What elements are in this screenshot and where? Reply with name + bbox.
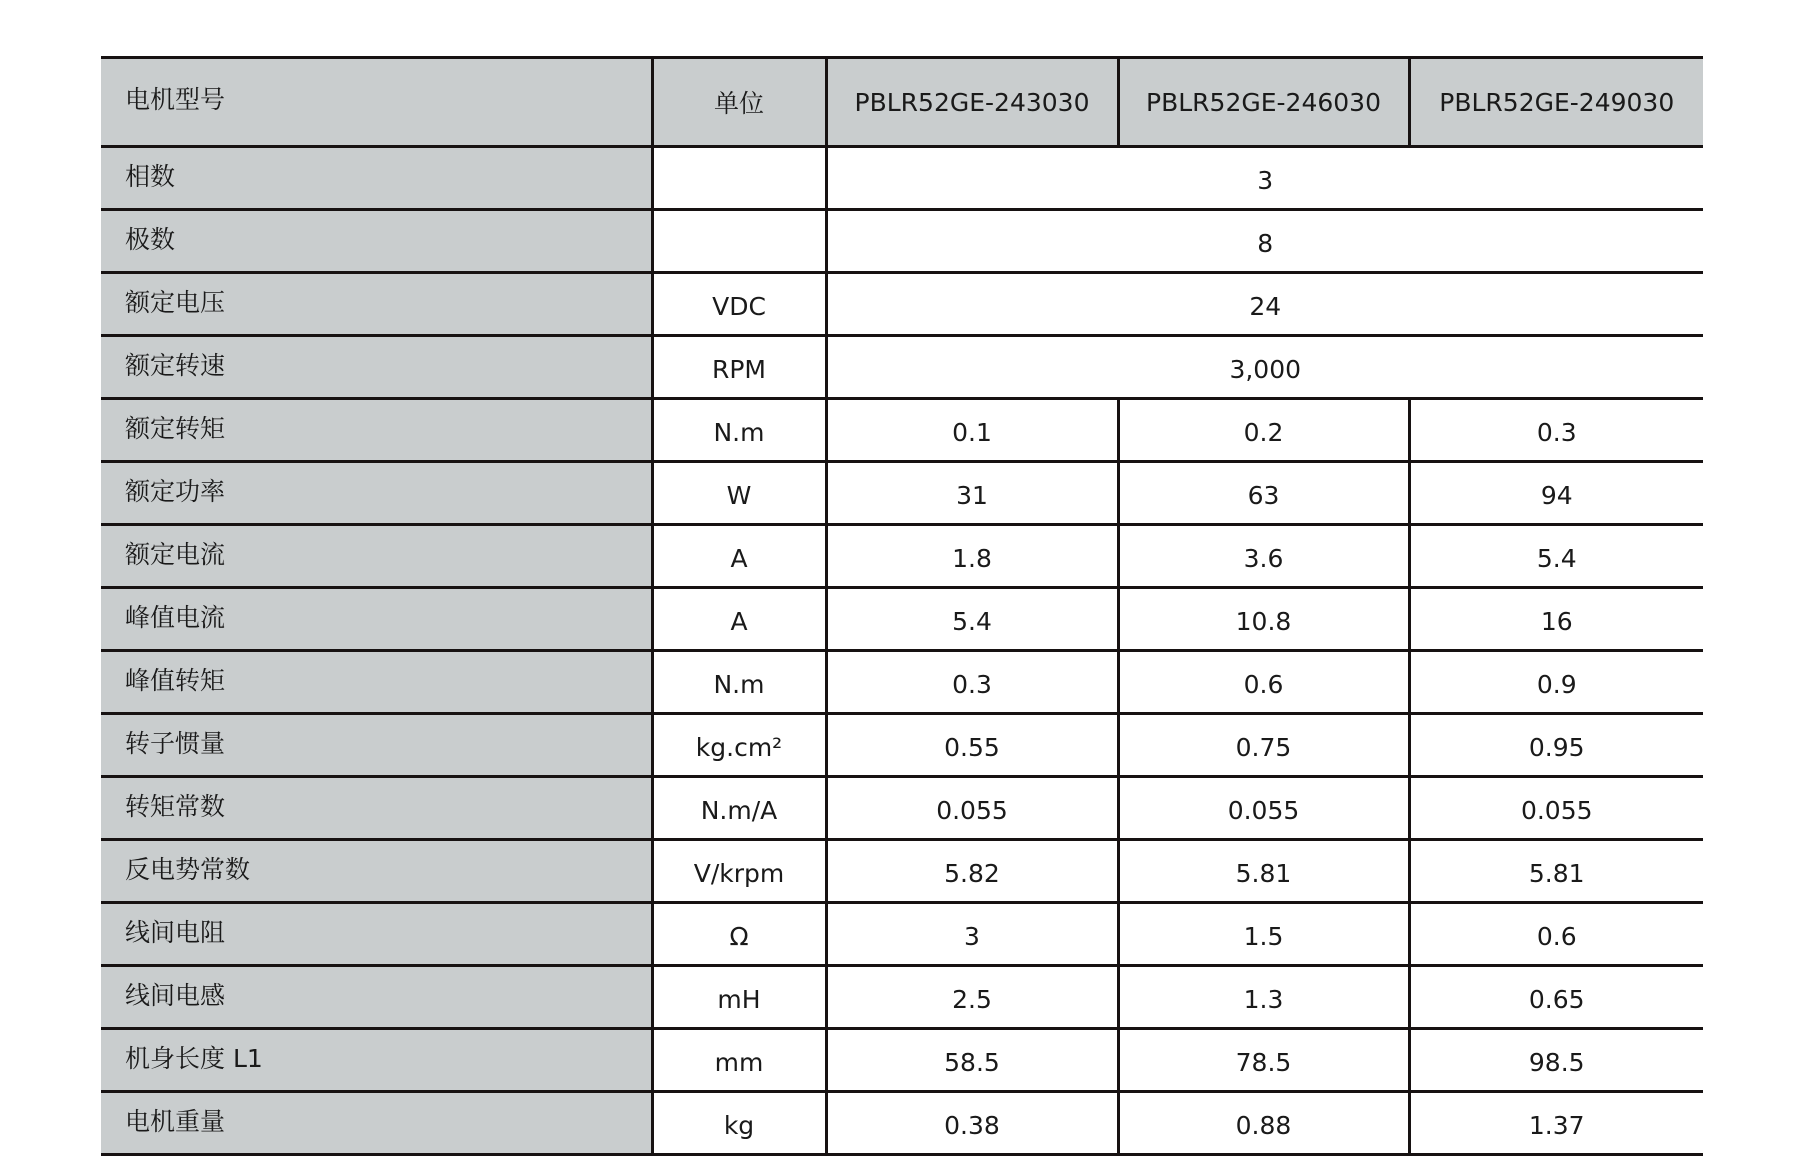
table-row-line-inductance [101, 966, 1703, 1029]
row-value-model-2: 0.6 [1118, 651, 1409, 714]
table-row-motor-weight [101, 1092, 1703, 1155]
row-value-model-3: 0.055 [1409, 777, 1703, 840]
row-label: 机身长度 L1 [101, 1029, 652, 1092]
table-row-rated-current [101, 525, 1703, 588]
row-value-model-1: 0.55 [826, 714, 1118, 777]
row-value-model-1: 5.82 [826, 840, 1118, 903]
row-unit: kg [652, 1092, 826, 1155]
table-row-poles [101, 210, 1703, 273]
row-unit: W [652, 462, 826, 525]
row-value-model-1: 0.1 [826, 399, 1118, 462]
row-label: 电机重量 [101, 1092, 652, 1155]
row-value-model-3: 1.37 [1409, 1092, 1703, 1155]
row-label: 额定电流 [101, 525, 652, 588]
row-unit: kg.cm² [652, 714, 826, 777]
row-label: 额定转矩 [101, 399, 652, 462]
header-row [101, 58, 1703, 147]
row-value-model-3: 0.6 [1409, 903, 1703, 966]
row-value-model-1: 2.5 [826, 966, 1118, 1029]
row-label: 峰值转矩 [101, 651, 652, 714]
row-unit: mH [652, 966, 826, 1029]
row-value-model-1: 31 [826, 462, 1118, 525]
row-unit: N.m [652, 399, 826, 462]
row-value-model-2: 63 [1118, 462, 1409, 525]
row-label: 线间电阻 [101, 903, 652, 966]
row-unit: VDC [652, 273, 826, 336]
row-value-model-2: 0.75 [1118, 714, 1409, 777]
row-value-model-3: 5.81 [1409, 840, 1703, 903]
row-value-merged: 3 [826, 147, 1703, 210]
row-value-model-1: 3 [826, 903, 1118, 966]
row-unit [652, 210, 826, 273]
row-unit: N.m [652, 651, 826, 714]
motor-spec-table [101, 56, 1703, 1156]
row-label: 额定转速 [101, 336, 652, 399]
row-unit: A [652, 588, 826, 651]
row-value-merged: 8 [826, 210, 1703, 273]
table-row-line-resistance [101, 903, 1703, 966]
row-value-model-3: 0.9 [1409, 651, 1703, 714]
row-label: 额定功率 [101, 462, 652, 525]
row-value-model-2: 78.5 [1118, 1029, 1409, 1092]
row-value-model-2: 5.81 [1118, 840, 1409, 903]
row-value-model-3: 94 [1409, 462, 1703, 525]
row-unit: RPM [652, 336, 826, 399]
row-value-model-3: 5.4 [1409, 525, 1703, 588]
row-label: 线间电感 [101, 966, 652, 1029]
row-label: 转矩常数 [101, 777, 652, 840]
row-value-model-1: 5.4 [826, 588, 1118, 651]
row-label: 转子惯量 [101, 714, 652, 777]
row-label: 额定电压 [101, 273, 652, 336]
row-value-model-3: 0.3 [1409, 399, 1703, 462]
row-value-model-1: 58.5 [826, 1029, 1118, 1092]
row-value-model-2: 1.5 [1118, 903, 1409, 966]
row-label: 反电势常数 [101, 840, 652, 903]
row-value-model-3: 98.5 [1409, 1029, 1703, 1092]
row-value-model-3: 0.65 [1409, 966, 1703, 1029]
table-row-body-length [101, 1029, 1703, 1092]
row-unit: A [652, 525, 826, 588]
table-row-rated-voltage [101, 273, 1703, 336]
header-model-3: PBLR52GE-249030 [1409, 58, 1703, 147]
row-value-model-2: 3.6 [1118, 525, 1409, 588]
row-value-model-1: 1.8 [826, 525, 1118, 588]
header-model-1: PBLR52GE-243030 [826, 58, 1118, 147]
row-unit: N.m/A [652, 777, 826, 840]
row-label: 相数 [101, 147, 652, 210]
table-row-rated-torque [101, 399, 1703, 462]
row-value-merged: 24 [826, 273, 1703, 336]
table-row-peak-torque [101, 651, 1703, 714]
row-unit [652, 147, 826, 210]
row-value-model-3: 0.95 [1409, 714, 1703, 777]
row-value-model-2: 0.2 [1118, 399, 1409, 462]
table-row-rated-power [101, 462, 1703, 525]
row-value-model-2: 10.8 [1118, 588, 1409, 651]
row-value-model-2: 0.055 [1118, 777, 1409, 840]
table-row-rotor-inertia [101, 714, 1703, 777]
row-value-model-1: 0.3 [826, 651, 1118, 714]
header-model-label: 电机型号 [101, 58, 652, 147]
table-row-peak-current [101, 588, 1703, 651]
row-unit: Ω [652, 903, 826, 966]
table-row-phases [101, 147, 1703, 210]
table-row-back-emf-constant [101, 840, 1703, 903]
row-label: 极数 [101, 210, 652, 273]
row-unit: mm [652, 1029, 826, 1092]
row-value-model-2: 1.3 [1118, 966, 1409, 1029]
header-unit: 单位 [652, 58, 826, 147]
row-value-model-2: 0.88 [1118, 1092, 1409, 1155]
row-value-model-3: 16 [1409, 588, 1703, 651]
table-row-torque-constant [101, 777, 1703, 840]
row-value-model-1: 0.055 [826, 777, 1118, 840]
table-row-rated-speed [101, 336, 1703, 399]
header-model-2: PBLR52GE-246030 [1118, 58, 1409, 147]
row-label: 峰值电流 [101, 588, 652, 651]
row-unit: V/krpm [652, 840, 826, 903]
row-value-merged: 3,000 [826, 336, 1703, 399]
row-value-model-1: 0.38 [826, 1092, 1118, 1155]
